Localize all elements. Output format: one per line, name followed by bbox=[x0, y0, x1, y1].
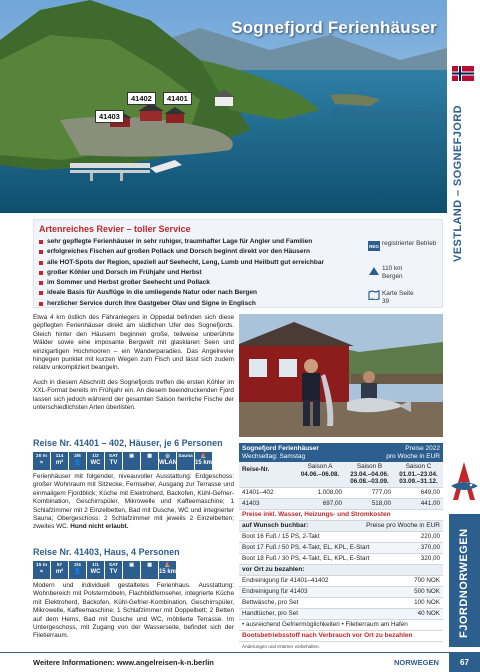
feature-bullet: alle HOT-Spots der Region, speziell auf Seehecht, Leng, Lumb und Heilbutt gut erreichbar bbox=[39, 258, 324, 268]
season-c-header: Saison C 01.01.–23.04. 03.09.–31.12. bbox=[399, 463, 438, 485]
angelreisen-logo-icon bbox=[449, 456, 480, 508]
bathrooms-icon: 1/1 WC bbox=[87, 561, 104, 579]
microwave-icon: ▦ bbox=[141, 561, 158, 579]
intro-paragraph: Auch in diesem Abschnitt des Sognefjords treffen die ersten Köhler im XXL-Format bereits im Frühjahr ein. An diesem beeindruckenden Fjord lassen sich jedoch während der gesamten Saison herrliche Fische der unterschiedlichsten Arten überlisten. bbox=[33, 378, 234, 412]
microwave-icon: ▦ bbox=[141, 452, 158, 470]
disclaimer: Änderungen und Irrtümer vorbehalten. bbox=[242, 643, 320, 649]
dishwasher-icon: ▣ bbox=[123, 452, 140, 470]
onsite-price-row: Handtücher, pro Set 40 NOK bbox=[239, 609, 443, 620]
wlan-icon: ◎ WLAN bbox=[159, 452, 176, 470]
living-area-icon: 114 m² bbox=[51, 452, 68, 470]
map-page-label: Karte Seite 39 bbox=[382, 290, 414, 305]
feature-bullet: herzlicher Service durch Ihre Gastgeber Olav und Signe in Englisch bbox=[39, 299, 324, 309]
price-year: Preise 2022 bbox=[405, 445, 440, 452]
season-header-row bbox=[239, 462, 443, 488]
distance-icon bbox=[368, 266, 380, 276]
intro-text bbox=[33, 314, 234, 418]
boat-price-row: Boot 16 Fuß / 15 PS, 2-Takt 220,00 bbox=[239, 532, 443, 543]
anglers-photo bbox=[239, 314, 443, 437]
house-tag-41403: 41403 bbox=[95, 110, 124, 123]
feature-bullet: erfolgreiches Fischen auf großen Pollack und Dorsch beginnt direkt vor den Häusern bbox=[39, 247, 324, 257]
registered-business-label: registrierter Betrieb bbox=[382, 240, 437, 247]
price-table-header bbox=[239, 443, 443, 462]
price-table bbox=[239, 443, 443, 651]
price-row: 41401–402 1.008,00 777,00 649,00 bbox=[239, 488, 443, 499]
anglers-with-fish-image bbox=[239, 314, 443, 437]
season-a-header: Saison A 04.06.–06.08. bbox=[300, 463, 340, 478]
sat-tv-icon: SAT TV bbox=[105, 561, 122, 579]
svg-text:REG: REG bbox=[369, 244, 379, 249]
offer-title-41401-402: Reise Nr. 41401 – 402, Häuser, je 6 Personen bbox=[33, 438, 223, 448]
changeover-day: Wechseltag: Samstag bbox=[242, 452, 306, 460]
region-label: VESTLAND – SOGNEFJORD bbox=[452, 105, 464, 262]
boat-price-row: Boot 18 Fuß / 30 PS, 4-Takt, EL, KPL, E-Start 320,00 bbox=[239, 554, 443, 565]
onsite-section-header: vor Ort zu bezahlen: bbox=[239, 565, 443, 576]
distance-to-water-icon: 20 m ≈ bbox=[33, 452, 50, 470]
feature-bullet: großer Köhler und Dorsch im Frühjahr und Herbst bbox=[39, 268, 324, 278]
distance-label: 110 km Bergen bbox=[382, 265, 403, 280]
fuel-note: Bootsbetriebsstoff nach Verbrauch vor Ort zu bezahlen bbox=[239, 631, 443, 642]
boat-distance-icon: ⛵ 15 km bbox=[159, 561, 176, 579]
page-number: 67 bbox=[449, 653, 480, 672]
distance-to-water-icon: 15 m ≈ bbox=[33, 561, 50, 579]
rooms-persons-icon: 3/6 👤 bbox=[69, 452, 86, 470]
registered-business-icon bbox=[368, 241, 380, 251]
norway-flag-icon bbox=[452, 66, 474, 81]
feature-heading: Artenreiches Revier – toller Service bbox=[39, 224, 191, 234]
sat-tv-icon: SAT TV bbox=[105, 452, 122, 470]
feature-list bbox=[39, 237, 324, 309]
feature-bullet: ideale Basis für Ausflüge in die umliegende Natur oder nach Bergen bbox=[39, 288, 324, 298]
intro-paragraph: Etwa 4 km östlich des Fähranlegers in Oppedal befinden sich diese gepflegten Ferienhäuser direkt am südlichen Ufer des Sognefjords. Gleich hinter den Häusern beginnen große, teilweise unberührte Wälder sowie eine imposante Bergwelt mit glasklaren Seen und einzigartigen Hochmooren – ein Wanderparadies. Das Angelrevier hingegen punktet mit kurzen Wegen zum Fisch und lässt sich zudem relativ unkompliziert beangeln. bbox=[33, 314, 234, 372]
living-area-icon: 57 m² bbox=[51, 561, 68, 579]
price-table-title: Sognefjord Ferienhäuser bbox=[242, 445, 319, 452]
rooms-persons-icon: 2/4 👤 bbox=[69, 561, 86, 579]
extras-row: • ausreichend Gefriermöglichkeiten • Filetierraum am Hafen bbox=[239, 620, 443, 631]
onsite-price-row: Bettwäsche, pro Set 100 NOK bbox=[239, 598, 443, 609]
pets-note: Hund nicht erlaubt. bbox=[70, 523, 129, 531]
offer-amenity-icons bbox=[33, 452, 212, 470]
dishwasher-icon: ▣ bbox=[123, 561, 140, 579]
offer-description bbox=[33, 473, 234, 532]
offer-amenity-icons bbox=[33, 561, 176, 579]
season-b-header: Saison B 23.04.–04.06. 06.08.–03.09. bbox=[350, 463, 389, 485]
col-trip-number: Reise-Nr. bbox=[242, 466, 270, 473]
feature-bullet: im Sommer und Herbst großer Seehecht und Pollack bbox=[39, 278, 324, 288]
offer-description-text: Ferienhäuser mit folgender, niveauvoller Ausstattung: Erdgeschoss: großer Wohnraum mit Sitzecke, Fernseher, Ausgang zur Terrasse und einmaligem Fjordblick; Küche mit Elektroherd, Backofen, Kühl-Gefrier-Kombination, Geschirrspüler, Mikrowelle und Kaffeemaschine; 1 Schlafzimmer mit 2 Einzelbetten, Bad mit Dusche, WC und integrierter Sauna; Obergeschoss: 2 Schlafzimmer mit jeweils 2 Einzelbetten; zweites WC. bbox=[33, 473, 234, 531]
page-footer bbox=[0, 652, 480, 672]
onsite-price-row: Endreinigung für 41403 500 NOK bbox=[239, 587, 443, 598]
boat-price-row: Boot 17 Fuß / 50 PS, 4-Takt, EL, KPL, E-Start 370,00 bbox=[239, 543, 443, 554]
footer-info-link[interactable]: Weitere Informationen: www.angelreisen-k-n.berlin bbox=[33, 658, 214, 667]
map-icon bbox=[368, 290, 380, 300]
hero-photo bbox=[0, 0, 447, 213]
page-title: Sognefjord Ferienhäuser bbox=[231, 18, 437, 37]
prices-included-note: Preise inkl. Wasser, Heizungs- und Stromkosten bbox=[239, 510, 443, 521]
footer-country: NORWEGEN bbox=[394, 658, 439, 667]
house-tag-41401: 41401 bbox=[163, 92, 192, 105]
price-row: 41403 697,00 518,00 441,00 bbox=[239, 499, 443, 510]
price-unit: pro Woche in EUR bbox=[386, 452, 440, 460]
bookable-section-header: auf Wunsch buchbar: Preise pro Woche in EUR bbox=[239, 521, 443, 532]
sauna-icon: Sauna bbox=[177, 452, 194, 470]
offer-title-41403: Reise Nr. 41403, Haus, 4 Personen bbox=[33, 547, 180, 557]
feature-bullet: sehr gepflegte Ferienhäuser in sehr ruhiger, traumhafter Lage für Angler und Familien bbox=[39, 237, 324, 247]
boat-distance-icon: ⛵ 15 km bbox=[195, 452, 212, 470]
onsite-price-row: Endreinigung für 41401–41402 700 NOK bbox=[239, 576, 443, 587]
offer-description: Modern und individuell gestaltetes Ferienhaus. Ausstattung: Wohnbereich mit Polstermöbeln, Flachbildfernseher, integrierte Küche mit Elektroherd, Backofen, Kühl-Gefrier-Kombination, Geschirrspüler, Mikrowelle, Kaffeemaschine; 1 Schlafzimmer mit Doppelbett; 2 Betten auf dem Hems, Bad mit Dusche und WC, möblierte Terrasse. Im Untergeschoss, mit Zugang von der Wasserseite, befindet sich der Filetierraum. bbox=[33, 582, 234, 640]
bathrooms-icon: 1/2 WC bbox=[87, 452, 104, 470]
country-region-label: FJORDNORWEGEN bbox=[458, 528, 470, 638]
house-tag-41402: 41402 bbox=[127, 92, 156, 105]
